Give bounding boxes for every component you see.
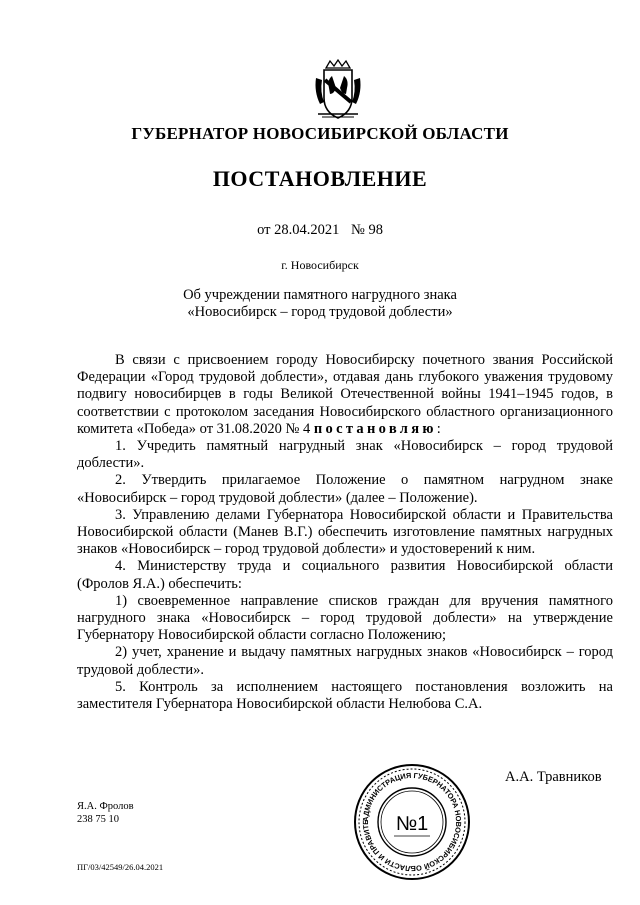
document-type: ПОСТАНОВЛЕНИЕ	[212, 166, 428, 191]
document-subject	[0, 287, 640, 321]
item-paragraph: 4. Министерству труда и социального развития Новосибирской области (Фролов Я.А.) обеспечить:	[77, 558, 613, 592]
item-paragraph: 3. Управлению делами Губернатора Новосибирской области и Правительства Новосибирской области (Манев В.Г.) обеспечить изготовление памятных нагрудных знаков «Новосибирск – город трудовой доблести» и удостоверений к ним.	[77, 506, 613, 558]
document-date: 28.04.2021	[274, 222, 340, 238]
executor-info	[77, 800, 134, 826]
subject-line-1: Об учреждении памятного нагрудного знака	[183, 287, 457, 303]
signer-name: А.А. Травников	[505, 769, 602, 785]
item-paragraph: 1. Учредить памятный нагрудный знак «Новосибирск – город трудовой доблести».	[77, 438, 613, 472]
svg-text:№1: №1	[395, 813, 429, 835]
item-paragraph: 2. Утвердить прилагаемое Положение о памятном нагрудном знаке «Новосибирск – город трудовой доблести» (далее – Положение).	[77, 472, 613, 506]
preamble-text: В связи с присвоением городу Новосибирску почетного звания Российской Федерации «Город трудовой доблести», отдавая дань глубокого уважения трудовому подвигу новосибирцев в годы Великой Отечественной войны 1941–1945 годов, в соответствии с протоколом заседания Новосибирского областного организационного комитета «Победа» от 31.08.2020 № 4	[77, 352, 613, 437]
executor-phone: 238 75 10	[77, 814, 119, 825]
coat-of-arms-icon	[312, 58, 364, 122]
date-number-line	[0, 222, 640, 239]
preamble-paragraph	[77, 352, 613, 438]
item-paragraph: 1) своевременное направление списков граждан для вручения памятного нагрудного знака «Новосибирск – город трудовой доблести» на утверждение Губернатору Новосибирской области согласно Положению;	[77, 592, 613, 644]
item-paragraph: 2) учет, хранение и выдачу памятных нагрудных знаков «Новосибирск – город трудовой доблести».	[77, 644, 613, 678]
number-label: №	[350, 222, 365, 238]
city: г. Новосибирск	[281, 258, 359, 272]
subject-line-2: «Новосибирск – город трудовой доблести»	[187, 304, 453, 320]
decree-colon: :	[436, 420, 441, 437]
authority-title: ГУБЕРНАТОР НОВОСИБИРСКОЙ ОБЛАСТИ	[131, 124, 509, 143]
document-body	[77, 352, 613, 713]
decree-word: постановляю	[313, 420, 437, 437]
date-prefix: от	[257, 222, 271, 238]
official-seal-icon	[352, 762, 472, 882]
item-paragraph: 5. Контроль за исполнением настоящего постановления возложить на заместителя Губернатора Новосибирской области Нелюбова С.А.	[77, 678, 613, 713]
svg-text:АДМИНИСТРАЦИЯ ГУБЕРНАТОРА НОВО: АДМИНИСТРАЦИЯ ГУБЕРНАТОРА НОВОСИБИРСКОЙ ОБЛАСТИ И ПРАВИТЕ	[360, 770, 464, 874]
registry-number: ПГ/03/42549/26.04.2021	[77, 862, 164, 872]
document-number: 98	[368, 222, 383, 238]
executor-name: Я.А. Фролов	[77, 801, 134, 812]
